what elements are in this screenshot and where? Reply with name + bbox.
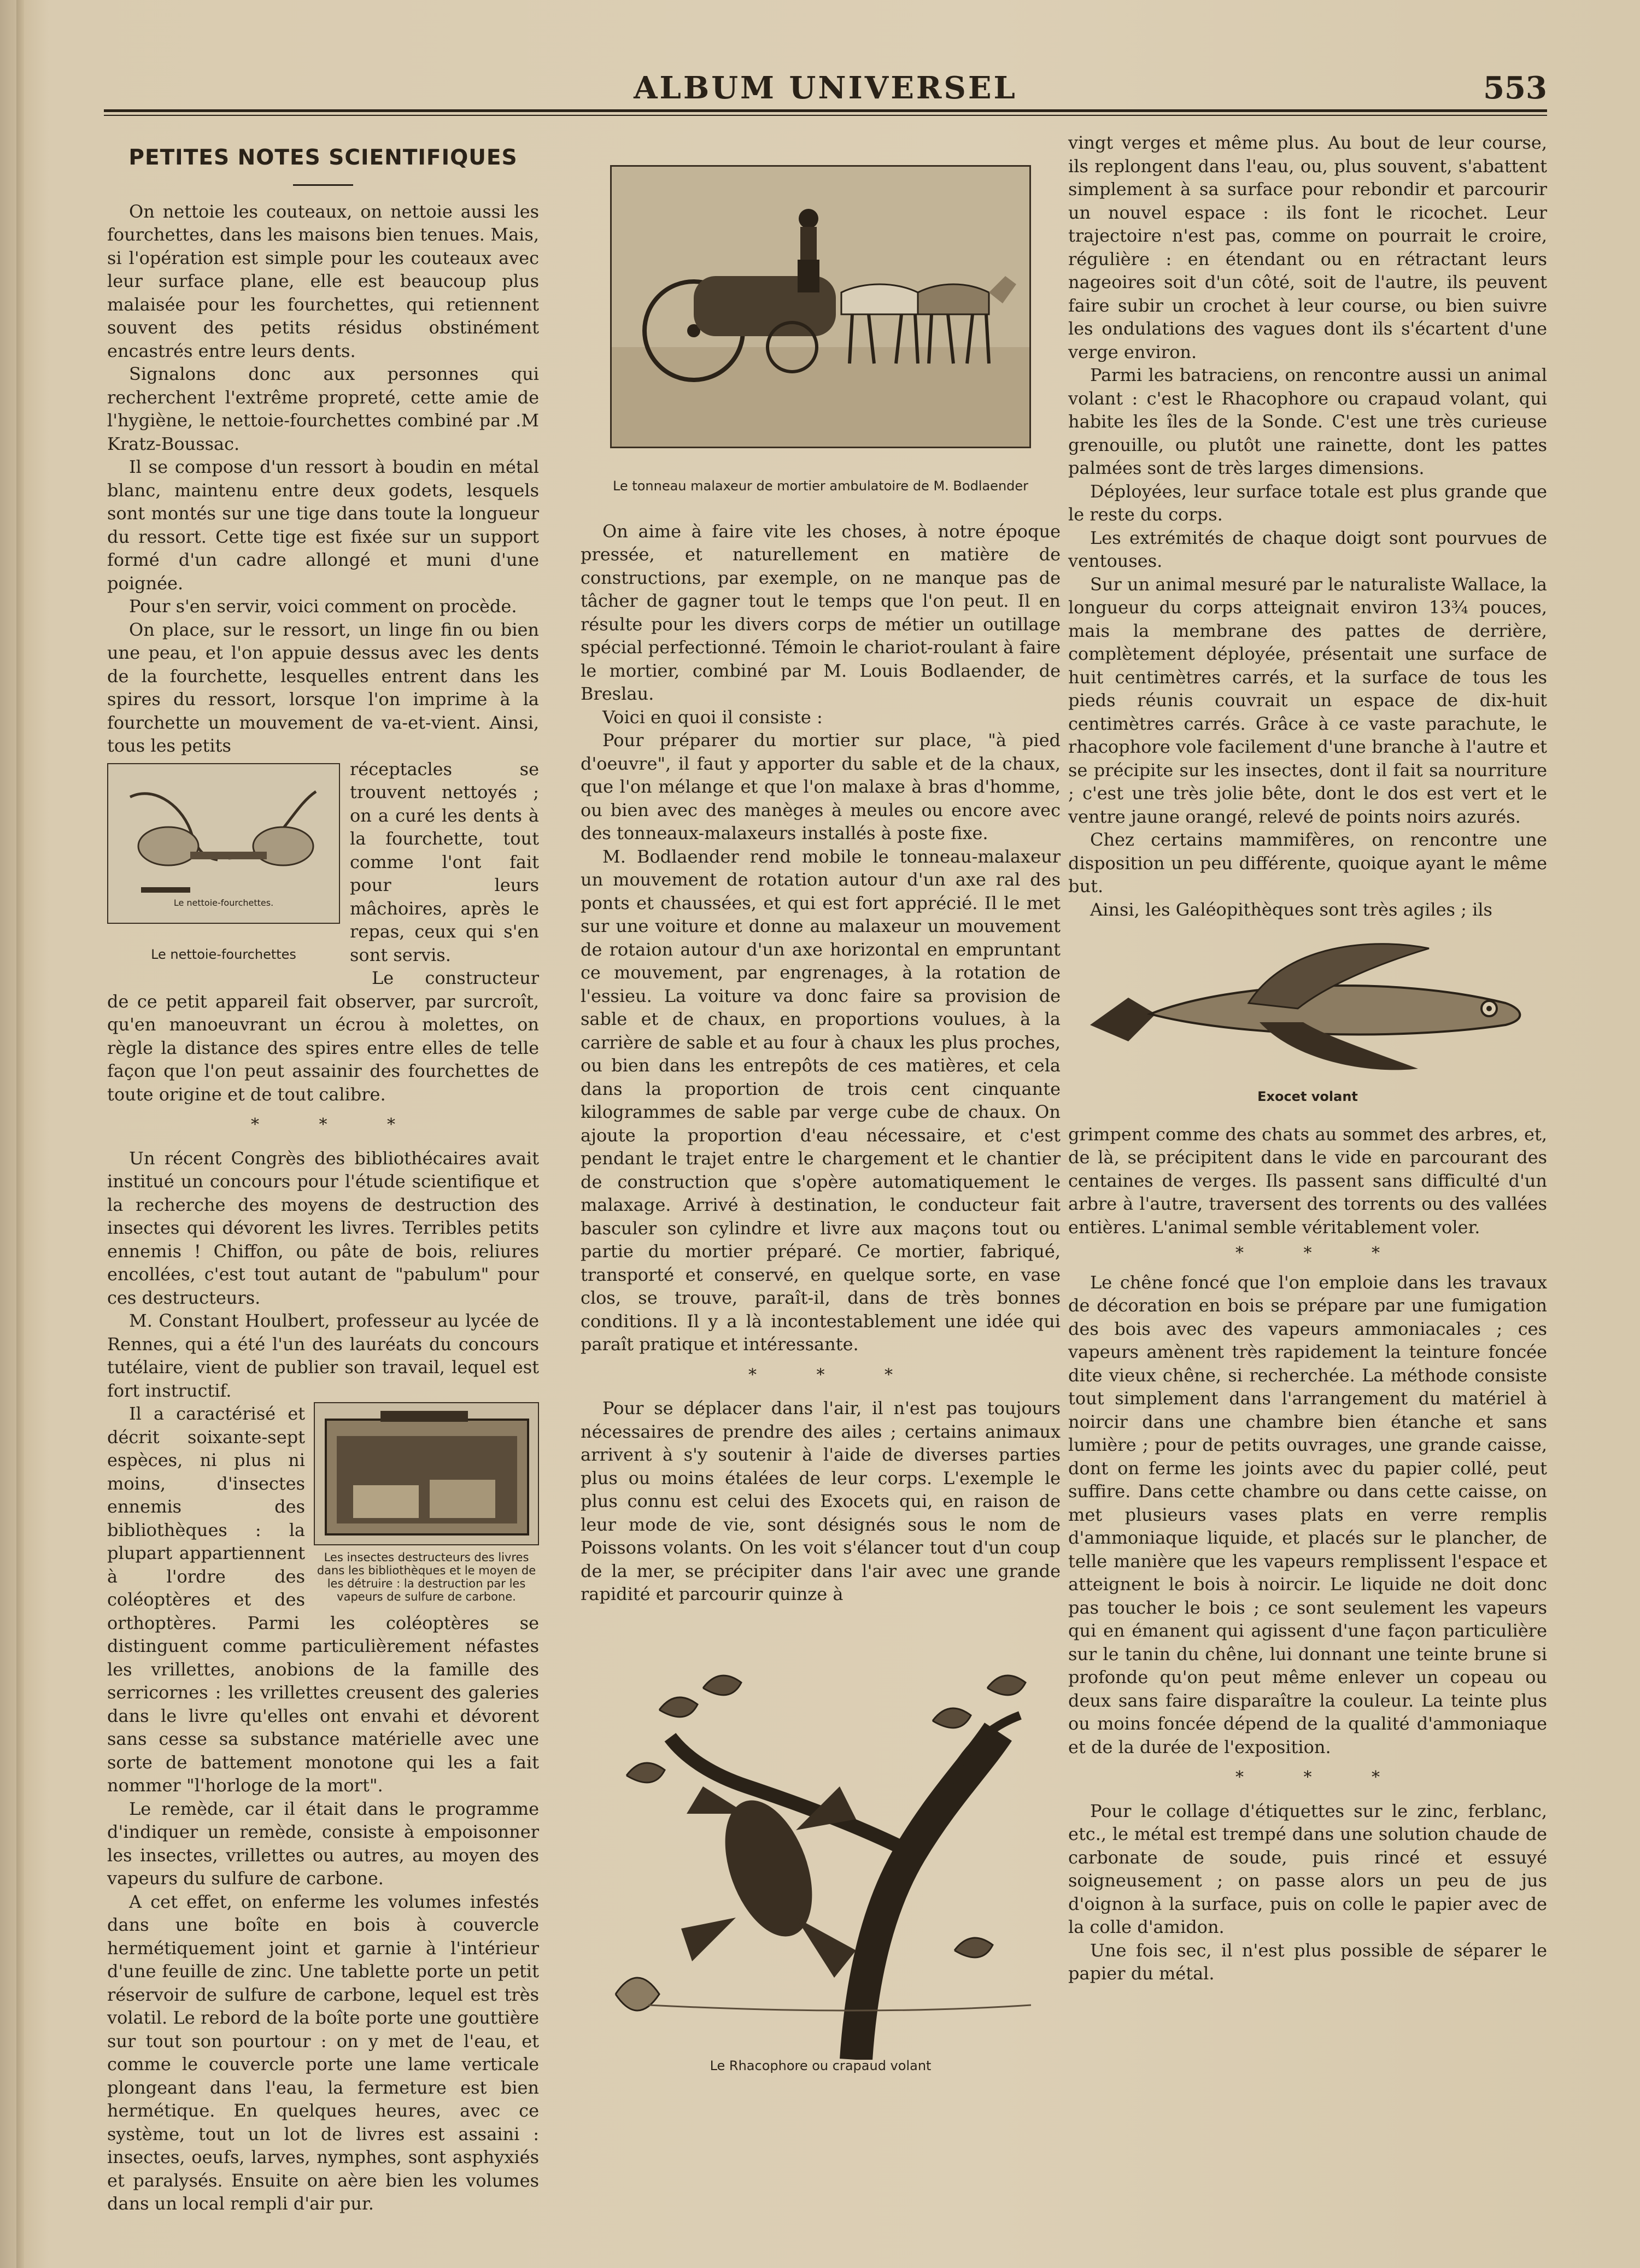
paragraph: On place, sur le ressort, un linge fin ou bien une peau, et l'on appuie dessus avec les dents de la fourchette, lesquelles entrent dans les spires du ressort, lorsque l'on imprime à la fourchette un mouvement de va-et-vient. Ainsi, tous les petits: [107, 619, 539, 756]
insect-box-illustration: [314, 1402, 539, 1545]
figure-caption: Le tonneau malaxeur de mortier ambulatoire de M. Bodlaender: [612, 478, 1029, 494]
page-header: [104, 70, 1547, 114]
section-separator: * * *: [250, 1115, 423, 1134]
paragraph: Pour le collage d'étiquettes sur le zinc, ferblanc, etc., le métal est trempé dans une solution chaude de carbonate de soude, puis rincé et essuyé soigneusement ; on passe alors un peu de jus d'oignon à la surface, puis on colle le papier avec de la colle d'amidon.: [1068, 1800, 1547, 1937]
paragraph: grimpent comme des chats au sommet des arbres, et, de là, se précipitent dans le vide en parcourant des centaines de verges. Ils passent sans difficulté d'un arbre à l'autre, traversent des torrents ou des vallées entières. L'animal semble véritablement voler.: [1068, 1123, 1547, 1238]
title-rule: [293, 184, 353, 186]
paragraph: Il a caractérisé et décrit soixante-sept espèces, ni plus ni moins, d'insectes ennemis des bibliothèques : la plupart appartiennent à l'ordre des coléoptères et des orthoptères. Parmi les coléoptères se distinguent comme particulièrement néfastes les vrillettes, anobions de la famille des serricornes : les vrillettes creusent des galeries dans le livre qu'elles ont envahi et dévorent sans cesse sa substance matérielle avec une sorte de battement monotone qui les a fait nommer "l'horloge de la mort".: [107, 1403, 539, 1796]
section-separator: * * *: [1235, 1768, 1408, 1787]
paragraph: Pour s'en servir, voici comment on procède.: [129, 596, 517, 617]
header-rule-thick: [104, 109, 1547, 112]
mortar-cart-photo: [610, 165, 1031, 448]
paragraph: Le constructeur de ce petit appareil fait observer, par surcroît, qu'en manoeuvrant un écrou à molettes, on règle la distance des spires entre elles de telle façon que l'on peut assainir des fourchettes de toute origine et de tout calibre.: [107, 968, 539, 1105]
paragraph: On nettoie les couteaux, on nettoie aussi les fourchettes, dans les maisons bien tenues. Mais, si l'opération est simple pour les couteaux avec leur surface plane, elle est beaucoup plus malaisée pour les fourchettes, qui retiennent souvent des petits résidus obstinément encastrés entre leurs dents.: [107, 201, 539, 361]
paragraph: Sur un animal mesuré par le naturaliste Wallace, la longueur du corps atteignait environ 13¾ pouces, mais la membrane des pattes de derrière, complètement déployée, présentait une surface de huit centimètres carrés, et la surface de tous les pieds réunis couvrait un espace de dix-huit centimètres carrés. Grâce à ce vaste parachute, le rhacophore vole facilement d'une branche à l'autre et se précipite sur les insectes, dont il fait sa nourriture ; c'est une très jolie bête, dont le dos est vert et le ventre jaune orangé, relevé de points noirs azurés.: [1068, 573, 1547, 827]
header-rule-thin: [104, 115, 1547, 116]
page-number: 553: [1483, 70, 1547, 106]
figure-caption: Le nettoie-fourchettes: [151, 946, 296, 962]
paragraph: A cet effet, on enferme les volumes infestés dans une boîte en bois à couvercle hermétiquement joint et garnie à l'intérieur d'une feuille de zinc. Une tablette porte un petit réservoir de sulfure de carbone, lequel est très volatil. Le rebord de la boîte porte une gouttière sur tout son pourtour : on y met de l'eau, et comme le couvercle porte une lame verticale plongeant dans l'eau, la fermeture est bien hermétique. En quelques heures, avec ce système, tout un lot de livres est assaini : insectes, oeufs, larves, nymphes, sont asphyxiés et paralysés. Ensuite on aère bien les volumes dans un local rempli d'air pur.: [107, 1891, 539, 2214]
paragraph: Un récent Congrès des bibliothécaires avait institué un concours pour l'étude scientifique et la recherche des moyens de destruction des insectes qui dévorent les livres. Terribles petits ennemis ! Chiffon, ou pâte de bois, reliures encollées, c'est tout autant de "pabulum" pour ces destructeurs.: [107, 1147, 539, 1308]
header-title: ALBUM UNIVERSEL: [634, 70, 1017, 106]
figure-caption: Les insectes destructeurs des livres dans les bibliothèques et le moyen de les détruire : la destruction par les vapeurs de sulfure de carbone.: [317, 1551, 536, 1603]
figure-fork-cleaner: [107, 763, 340, 963]
paragraph: Le remède, car il était dans le programme d'indiquer un remède, consiste à empoisonner les insectes, vrillettes ou autres, au moyen des vapeurs du sulfure de carbone.: [107, 1798, 539, 1889]
paragraph: Chez certains mammifères, on rencontre une disposition un peu différente, quoique ayant le même but.: [1068, 829, 1547, 896]
column-right: [1068, 131, 1547, 1985]
figure-flying-fish: [1068, 932, 1547, 1109]
figure-mortar-cart: [610, 165, 1031, 498]
paragraph: M. Constant Houlbert, professeur au lycée de Rennes, qui a été l'un des lauréats du concours tutélaire, vient de publier son travail, lequel est fort instructif.: [107, 1310, 539, 1401]
paragraph: M. Bodlaender rend mobile le tonneau-malaxeur un mouvement de rotation autour d'un axe ral des ponts et chaussées, et qui est fort apprécié. Il le met sur une voiture et donne au malaxeur un mouvement de rotaion autour d'un axe horizontal en empruntant ce mouvement, par engrenages, à la rotation de l'essieu. La voiture va donc faire sa provision de sable et de chaux, en proportions voulues, à la carrière de sable et au four à chaux les plus proches, ou bien dans les entrepôts de ces matières, et cela dans la proportion de trois cent cinquante kilogrammes de sable par verge cube de chaux. On ajoute la proportion d'eau nécessaire, et c'est pendant le trajet entre le chargement et le chantier de construction que s'opère automatiquement le malaxage. Arrivé à destination, le conducteur fait basculer son cylindre et livre aux maçons tout ou partie du mortier préparé. Ce mortier, fabriqué, transporté et conservé, en quelque sorte, en vase clos, se trouve, paraît-il, dans de très bonnes conditions. Il y a là incontestablement une idée qui paraît pratique et intéressante.: [581, 846, 1061, 1355]
figure-inline-caption: Le nettoie-fourchettes.: [173, 898, 274, 908]
paragraph: Pour préparer du mortier sur place, "à pied d'oeuvre", il faut y apporter du sable et de la chaux, que l'on mélange et que l'on malaxe à bras d'homme, ou bien avec des manèges à meules ou encore avec des tonneaux-malaxeurs installés à poste fixe.: [581, 730, 1061, 843]
flying-frog-engraving: [605, 1622, 1036, 2060]
figure-caption: Le Rhacophore ou crapaud volant: [710, 2058, 932, 2073]
section-separator: * * *: [748, 1365, 921, 1385]
fork-cleaner-illustration: [107, 763, 340, 924]
paragraph: Parmi les batraciens, on rencontre aussi un animal volant : c'est le Rhacophore ou crapaud volant, qui habite les îles de la Sonde. C'est une très curieuse grenouille, ou plutôt une rainette, dont les pattes palmées sont de très larges dimensions.: [1068, 365, 1547, 478]
paragraph: Voici en quoi il consiste :: [602, 706, 823, 728]
paragraph: Les extrémités de chaque doigt sont pourvues de ventouses.: [1068, 527, 1547, 571]
column-left: [107, 131, 539, 2216]
paragraph: Pour se déplacer dans l'air, il n'est pas toujours nécessaires de prendre des ailes ; certains animaux arrivent à s'y soutenir à l'aide de diverses parties plus ou moins étalées de leur corps. L'exemple le plus connu est celui des Exocets qui, en raison de leur mode de vie, sont désignés sous le nom de Poissons volants. On les voit s'élancer tout d'un coup de la mer, se précipiter dans l'air avec une grande rapidité et parcourir quinze à: [581, 1398, 1061, 1604]
paragraph: Une fois sec, il n'est plus possible de séparer le papier du métal.: [1068, 1939, 1547, 1984]
paragraph: On aime à faire vite les choses, à notre époque pressée, et naturellement en matière de constructions, par exemple, on ne manque pas de tâcher de gagner tout le temps que l'on peut. Il en résulte pour les divers corps de métier un outillage spécial perfectionné. Témoin le chariot-roulant à faire le mortier, combiné par M. Louis Bodlaender, de Breslau.: [581, 520, 1061, 704]
paragraph: vingt verges et même plus. Au bout de leur course, ils replongent dans l'eau, ou, plus souvent, s'abattent simplement à sa surface pour rebondir et parcourir un nouvel espace : ils font le ricochet. Leur trajectoire n'est pas, comme on pourrait le croire, régulière : en étendant ou en rétractant leurs nageoires soit d'un côté, soit de l'autre, ils peuvent faire subir un crochet à leur course, ou bien suivre les ondulations des vagues dont ils s'écartent d'une verge environ.: [1068, 132, 1547, 362]
figure-flying-frog: [605, 1622, 1036, 2078]
paragraph: Signalons donc aux personnes qui recherchent l'extrême propreté, cette amie de l'hygiène, le nettoie-fourchettes combiné par .M Kratz-Boussac.: [107, 364, 539, 454]
section-separator: * * *: [1235, 1244, 1408, 1263]
paragraph: Ainsi, les Galéopithèques sont très agiles ; ils: [1090, 899, 1492, 920]
paragraph: réceptacles se trouvent nettoyés ; on a curé les dents à la fourchette, tout comme l'ont fait pour leurs mâchoires, après le repas, ceux qui s'en sont servis.: [350, 758, 539, 965]
figure-caption: Exocet volant: [1257, 1089, 1358, 1104]
figure-insects-box: [314, 1402, 539, 1603]
paragraph: Il se compose d'un ressort à boudin en métal blanc, maintenu entre deux godets, lesquels sont montés sur une tige dans toute la longueur du ressort. Cette tige est fixée sur un support formé d'un cadre allongé et muni d'une poignée.: [107, 456, 539, 594]
column-middle: [581, 131, 1061, 2077]
flying-fish-engraving: [1068, 932, 1547, 1080]
paragraph: Déployées, leur surface totale est plus grande que le reste du corps.: [1068, 480, 1547, 525]
page-binding-shadow: [16, 0, 24, 2268]
section-title: PETITES NOTES SCIENTIFIQUES: [128, 145, 518, 170]
paragraph: Le chêne foncé que l'on emploie dans les travaux de décoration en bois se prépare par une fumigation des bois avec des vapeurs ammoniacales ; ces vapeurs amènent très rapidement la teinture foncée dite vieux chêne, si recherchée. La méthode consiste tout simplement dans l'arrangement du matériel à noircir dans une chambre bien étanche et sans lumière ; pour de petits ouvrages, une grande caisse, dont on ferme les joints avec du papier collé, peut suffire. Dans cette chambre ou dans cette caisse, on met plusieurs vases plats en verre remplis d'ammoniaque liquide, et placés sur le plancher, de telle manière que les vapeurs remplissent l'espace et atteignent le bois à noircir. Le liquide ne doit donc pas toucher le bois ; ce sont seulement les vapeurs qui en émanent qui agissent d'une façon particulière sur le tanin du chêne, lui donnant une teinte brune si profonde qu'on peut même enlever un copeau ou deux sans faire disparaître la couleur. La teinte plus ou moins foncée dépend de la qualité d'ammoniaque et de la durée de l'exposition.: [1068, 1271, 1547, 1757]
